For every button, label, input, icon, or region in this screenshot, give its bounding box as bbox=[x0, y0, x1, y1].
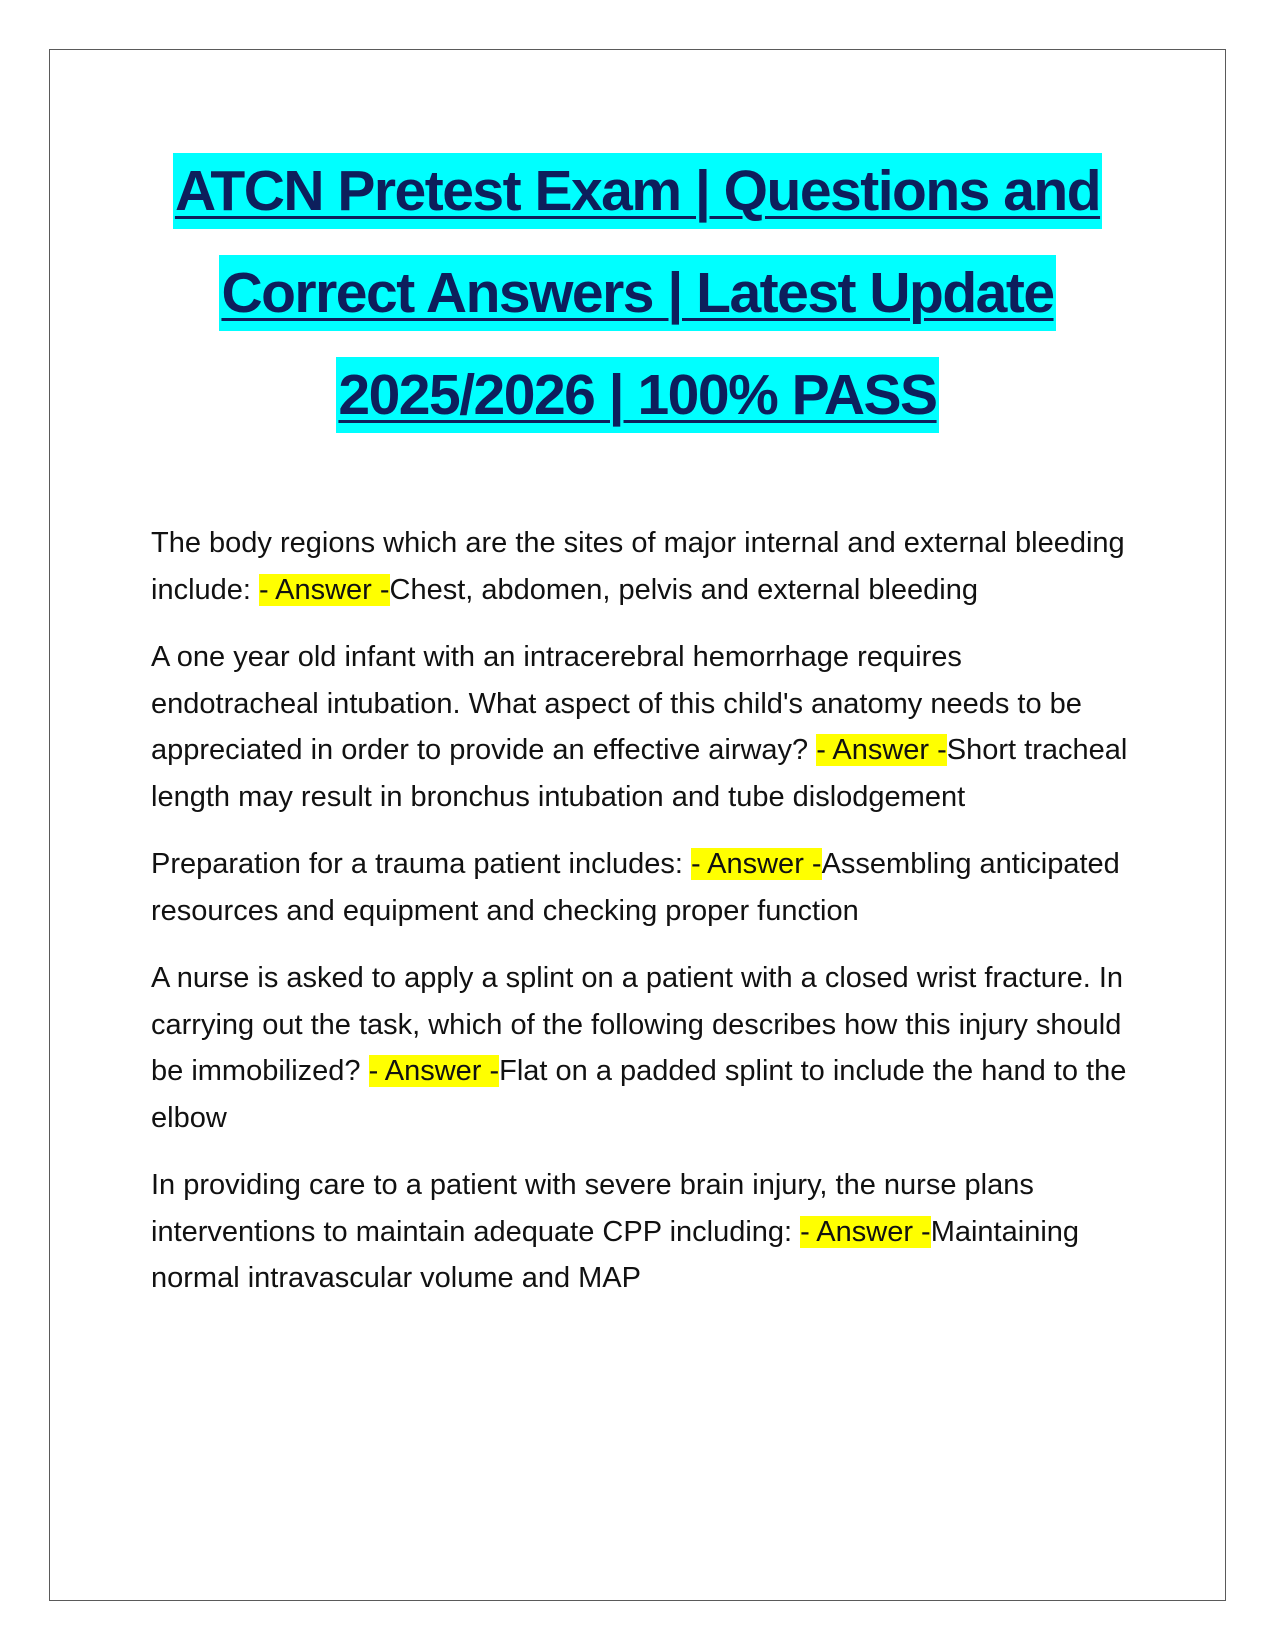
answer-label: - Answer - bbox=[691, 848, 822, 880]
document-title bbox=[49, 140, 1226, 446]
answer-label: - Answer - bbox=[800, 1215, 931, 1248]
question-text: In providing care to a patient with severe brain injury, the nurse plans interventions to maintain adequate CPP including: bbox=[151, 1169, 1034, 1248]
title-line-1 bbox=[49, 140, 1226, 242]
question-text: A nurse is asked to apply a splint on a patient with a closed wrist fracture. In carrying out the task, which of the following describes how this injury should be immobilized? bbox=[151, 962, 1124, 1087]
qa-item-3 bbox=[151, 841, 1131, 934]
answer-text: Short tracheal length may result in bronchus intubation and tube dislodgement bbox=[151, 734, 1128, 813]
title-line-3 bbox=[49, 344, 1226, 446]
title-line-1-text: ATCN Pretest Exam | Questions and bbox=[173, 153, 1102, 229]
question-text: The body regions which are the sites of major internal and external bleeding include: bbox=[151, 527, 1125, 606]
answer-text: Maintaining normal intravascular volume and MAP bbox=[151, 1215, 1080, 1294]
qa-list bbox=[151, 520, 1131, 1323]
qa-item-5 bbox=[151, 1162, 1131, 1302]
title-line-2 bbox=[49, 242, 1226, 344]
question-text: A one year old infant with an intracerebral hemorrhage requires endotracheal intubation. What aspect of this child's anatomy needs to be appreciated in order to provide an effective airway? bbox=[151, 641, 1082, 766]
answer-text: Assembling anticipated resources and equipment and checking proper function bbox=[151, 848, 1120, 927]
answer-label: - Answer - bbox=[368, 1055, 500, 1087]
answer-text: Chest, abdomen, pelvis and external bleeding bbox=[389, 573, 978, 606]
question-text: Preparation for a trauma patient includes: bbox=[151, 848, 692, 880]
answer-label: - Answer - bbox=[259, 573, 390, 606]
answer-text: Flat on a padded splint to include the hand to the elbow bbox=[151, 1055, 1127, 1134]
answer-label: - Answer - bbox=[816, 734, 947, 766]
title-line-2-text: Correct Answers | Latest Update bbox=[219, 255, 1055, 331]
qa-item-1 bbox=[151, 520, 1131, 613]
qa-item-4 bbox=[151, 955, 1131, 1141]
title-line-3-text: 2025/2026 | 100% PASS bbox=[336, 357, 938, 433]
qa-item-2 bbox=[151, 634, 1131, 820]
